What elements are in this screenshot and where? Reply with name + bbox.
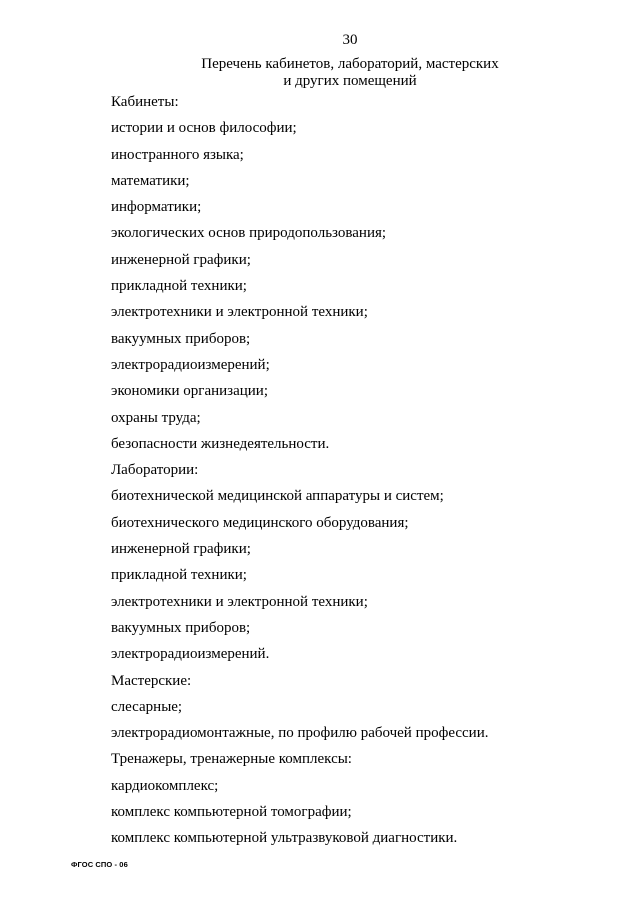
list-item: инженерной графики; <box>111 251 251 268</box>
list-item: электрорадиомонтажные, по профилю рабочей профессии. <box>111 725 489 742</box>
section-heading-simulators: Тренажеры, тренажерные комплексы: <box>111 751 352 768</box>
list-item: кардиокомплекс; <box>111 777 219 794</box>
list-item: электротехники и электронной техники; <box>111 304 368 321</box>
page-number: 30 <box>342 32 358 48</box>
list-item: электрорадиоизмерений; <box>111 356 270 373</box>
list-item: вакуумных приборов; <box>111 619 251 636</box>
list-item: экономики организации; <box>111 383 268 400</box>
list-item: информатики; <box>111 199 202 216</box>
list-item: вакуумных приборов; <box>111 330 251 347</box>
list-item: слесарные; <box>111 698 183 715</box>
list-item: истории и основ философии; <box>111 120 297 137</box>
list-item: экологических основ природопользования; <box>111 225 387 242</box>
page-title-line-2: и других помещений <box>283 73 417 89</box>
list-item: иностранного языка; <box>111 146 244 163</box>
list-item: охраны труда; <box>111 409 201 426</box>
list-item: прикладной техники; <box>111 278 247 295</box>
list-item: прикладной техники; <box>111 567 247 584</box>
list-item: математики; <box>111 172 190 189</box>
list-item: инженерной графики; <box>111 541 251 558</box>
list-item: комплекс компьютерной томографии; <box>111 804 352 821</box>
list-item: электрорадиоизмерений. <box>111 646 270 663</box>
section-heading-cabinets: Кабинеты: <box>111 94 179 110</box>
list-item: биотехнической медицинской аппаратуры и систем; <box>111 488 444 505</box>
premises-list <box>111 89 610 852</box>
section-heading-laboratories: Лаборатории: <box>111 462 199 479</box>
section-heading-workshops: Мастерские: <box>111 672 192 689</box>
page-title-line-1: Перечень кабинетов, лабораторий, мастерских <box>201 56 499 72</box>
footer-code: ФГОС СПО - 06 <box>71 860 128 869</box>
list-item: биотехнического медицинского оборудования; <box>111 514 409 531</box>
list-item: безопасности жизнедеятельности. <box>111 435 330 452</box>
page-title <box>0 56 640 90</box>
list-item: электротехники и электронной техники; <box>111 593 368 610</box>
list-item: комплекс компьютерной ультразвуковой диагностики. <box>111 830 458 847</box>
